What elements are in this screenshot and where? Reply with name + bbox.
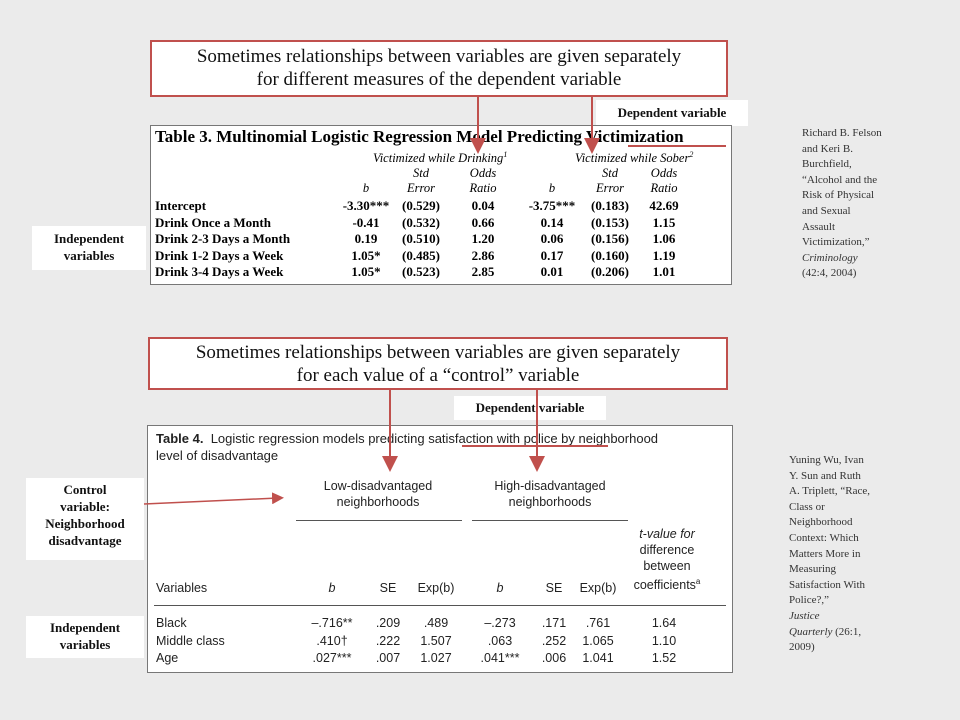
- t3-header-top: Std: [413, 166, 429, 180]
- t4-row-label: Age: [156, 651, 179, 665]
- t4-col-header: b: [496, 581, 504, 595]
- t3-header-top: Odds: [469, 166, 497, 180]
- t3-cell: 0.66: [471, 214, 495, 230]
- tag-control-line-3: Neighborhood: [45, 516, 125, 531]
- t4-col-header: Variables: [156, 581, 208, 595]
- t4-cell: .761: [585, 616, 611, 630]
- t3-cell: 1.05*: [351, 247, 381, 263]
- t3-cell: 42.69: [649, 198, 679, 213]
- citation-wu-line: Matters More in: [789, 547, 861, 560]
- citation-felson-journal: Criminology: [802, 251, 858, 264]
- citation-wu-detail: (26:1,: [835, 625, 862, 638]
- citation-wu-journal-a: Justice: [789, 609, 820, 622]
- t3-cell: 0.17: [540, 247, 564, 263]
- t3-cell: -3.75***: [528, 198, 576, 213]
- t3-cell: 1.20: [471, 231, 495, 246]
- t3-header-bottom: Ratio: [650, 181, 678, 195]
- t4-col-header: Exp(b): [579, 581, 617, 595]
- group-drinking-label: Victimized while Drinking: [373, 151, 504, 166]
- t4-cell: .222: [375, 633, 401, 648]
- citation-felson-line: Burchfield,: [802, 158, 852, 171]
- t3-row-label: Drink 2-3 Days a Month: [155, 231, 291, 246]
- t4-cell: 1.64: [651, 616, 677, 630]
- t3-cell: 0.19: [354, 231, 378, 246]
- t3-header-bottom: Error: [595, 181, 624, 195]
- table-4-title-level: level of disadvantage: [156, 448, 279, 463]
- tag-independent-line-2: variables: [63, 248, 115, 263]
- t4-cell: –.273: [484, 616, 516, 630]
- t4-cell: 1.10: [651, 633, 677, 648]
- t4-col-header: SE: [545, 581, 563, 595]
- t4-cell: .041***: [480, 651, 520, 665]
- tvalue-sup: a: [695, 577, 701, 586]
- t3-row-label: Drink 1-2 Days a Week: [155, 247, 284, 263]
- tag-dependent-variable-top: Dependent variable: [596, 100, 748, 126]
- t3-cell: 0.14: [540, 214, 564, 230]
- t3-header-bottom: Ratio: [469, 181, 497, 195]
- group-high-line-2: neighborhoods: [508, 495, 592, 509]
- tag-independent-b-line-2: variables: [59, 637, 111, 652]
- t4-cell: 1.041: [582, 651, 614, 665]
- tag-control-line-1: Control: [63, 482, 107, 497]
- t4-cell: .007: [375, 651, 401, 665]
- group-drinking-sup: 1: [503, 150, 508, 159]
- table-4-title-text: Logistic regression models predicting: [210, 431, 425, 446]
- t3-cell: (0.529): [402, 198, 440, 213]
- t3-row-label: Drink Once a Month: [155, 214, 271, 230]
- t3-header-bottom: Error: [406, 181, 435, 195]
- t4-cell: 1.52: [651, 651, 677, 665]
- arrow-control: [144, 498, 278, 504]
- t4-cell: 1.065: [582, 633, 614, 648]
- t3-cell: (0.160): [591, 247, 629, 263]
- t4-cell: 1.027: [420, 651, 452, 665]
- t3-cell: (0.510): [402, 231, 440, 246]
- group-low-line-2: neighborhoods: [336, 495, 420, 509]
- group-high-line-1: High-disadvantaged: [494, 479, 606, 493]
- t3-cell: 1.06: [652, 231, 676, 246]
- group-sober-sup: 2: [689, 150, 694, 159]
- t3-cell: 1.15: [652, 214, 676, 230]
- t3-cell: (0.153): [591, 214, 629, 230]
- callout-top-line-2: for different measures of the dependent variable: [256, 69, 622, 90]
- citation-wu-line: Neighborhood: [789, 516, 853, 529]
- t3-cell: 0.04: [471, 198, 495, 213]
- citation-wu-line: Measuring: [789, 563, 837, 576]
- citation-felson-line: Risk of Physical: [802, 189, 875, 202]
- t3-header-top: Std: [602, 166, 618, 180]
- t3-row-label: Drink 3-4 Days a Week: [155, 264, 284, 279]
- t4-cell: .006: [541, 651, 567, 665]
- t3-cell: (0.156): [591, 231, 629, 246]
- t4-cell: 1.507: [420, 633, 452, 648]
- t3-cell: (0.523): [402, 264, 440, 279]
- callout-bottom-line-1: Sometimes relationships between variables are given separately: [195, 342, 681, 363]
- citation-wu-line: Yuning Wu, Ivan: [789, 454, 864, 466]
- citation-wu-line: Police?,”: [789, 594, 830, 607]
- t3-cell: (0.183): [591, 198, 629, 213]
- tag-dependent-variable-bottom: Dependent variable: [454, 396, 606, 420]
- t3-cell: (0.532): [402, 214, 440, 230]
- callout-top-line-1: Sometimes relationships between variables are given separately: [196, 46, 682, 67]
- citation-felson-line: “Alcohol and the: [802, 173, 878, 186]
- t4-col-header: SE: [379, 581, 397, 595]
- tvalue-line-2: difference: [639, 543, 695, 557]
- citation-wu-detail-2: 2009): [789, 641, 815, 654]
- t4-cell: .410†: [316, 633, 348, 648]
- t4-cell: .489: [423, 616, 449, 630]
- t3-header-bottom: b: [362, 181, 370, 195]
- tag-control-line-4: disadvantage: [48, 533, 122, 548]
- t3-cell: -0.41: [352, 214, 380, 230]
- group-low-line-1: Low-disadvantaged: [323, 479, 433, 493]
- tvalue-line-1: t-value for: [639, 527, 695, 541]
- t4-cell: .252: [541, 633, 567, 648]
- tag-control-line-2: variable:: [60, 499, 110, 514]
- citation-wu-line: Satisfaction With: [789, 578, 866, 591]
- tag-independent-line-1: Independent: [53, 231, 125, 246]
- citation-felson-line: and Sexual: [802, 204, 851, 217]
- table-4-title-number: Table 4.: [156, 431, 204, 446]
- citation-felson-line: Richard B. Felson: [802, 127, 882, 139]
- t4-row-label: Middle class: [156, 633, 225, 648]
- t4-cell: .063: [487, 633, 513, 648]
- t3-cell: -3.30***: [342, 198, 390, 213]
- tvalue-coefficients: coefficients: [633, 578, 696, 593]
- citation-felson-detail: (42:4, 2004): [802, 267, 857, 280]
- group-sober-label: Victimized while Sober: [575, 151, 690, 166]
- tag-independent-b-line-1: Independent: [49, 620, 121, 635]
- t3-cell: 1.19: [652, 247, 676, 263]
- table-3-title: Table 3. Multinomial Logistic Regression Model Predicting Victimization: [155, 127, 684, 146]
- t3-cell: 2.86: [471, 247, 495, 263]
- t3-header-bottom: b: [548, 181, 556, 195]
- t3-cell: 1.01: [652, 264, 676, 279]
- t3-cell: 1.05*: [351, 264, 381, 279]
- citation-wu-journal-b: Quarterly: [789, 625, 833, 638]
- table-4-title-by: by neighborhood: [561, 431, 659, 446]
- tvalue-line-3: between: [643, 559, 691, 573]
- citation-wu-line: Y. Sun and Ruth: [789, 469, 861, 482]
- citation-felson-line: Victimization,”: [802, 236, 870, 249]
- citation-wu-line: Context: Which: [789, 531, 859, 544]
- t4-cell: .209: [375, 616, 401, 630]
- t4-col-header: Exp(b): [417, 581, 455, 595]
- table-4-title-outcome: satisfaction with police: [428, 431, 558, 446]
- t3-cell: 0.06: [540, 231, 564, 246]
- t4-col-header: b: [328, 581, 336, 595]
- t4-cell: –.716**: [311, 616, 353, 630]
- citation-wu-line: Class or: [789, 500, 825, 513]
- t4-cell: .171: [541, 616, 567, 630]
- citation-felson-line: Assault: [802, 220, 835, 233]
- t3-cell: 0.01: [540, 264, 564, 279]
- t3-row-label: Intercept: [155, 198, 207, 213]
- t4-row-label: Black: [156, 616, 187, 630]
- t4-cell: .027***: [312, 651, 352, 665]
- callout-bottom-line-2: for each value of a “control” variable: [296, 365, 580, 386]
- t3-cell: (0.206): [591, 264, 629, 279]
- t3-cell: 2.85: [471, 264, 495, 279]
- t3-header-top: Odds: [650, 166, 678, 180]
- t3-cell: (0.485): [402, 247, 440, 263]
- citation-wu-line: A. Triplett, “Race,: [789, 485, 870, 498]
- citation-felson-line: and Keri B.: [802, 142, 854, 155]
